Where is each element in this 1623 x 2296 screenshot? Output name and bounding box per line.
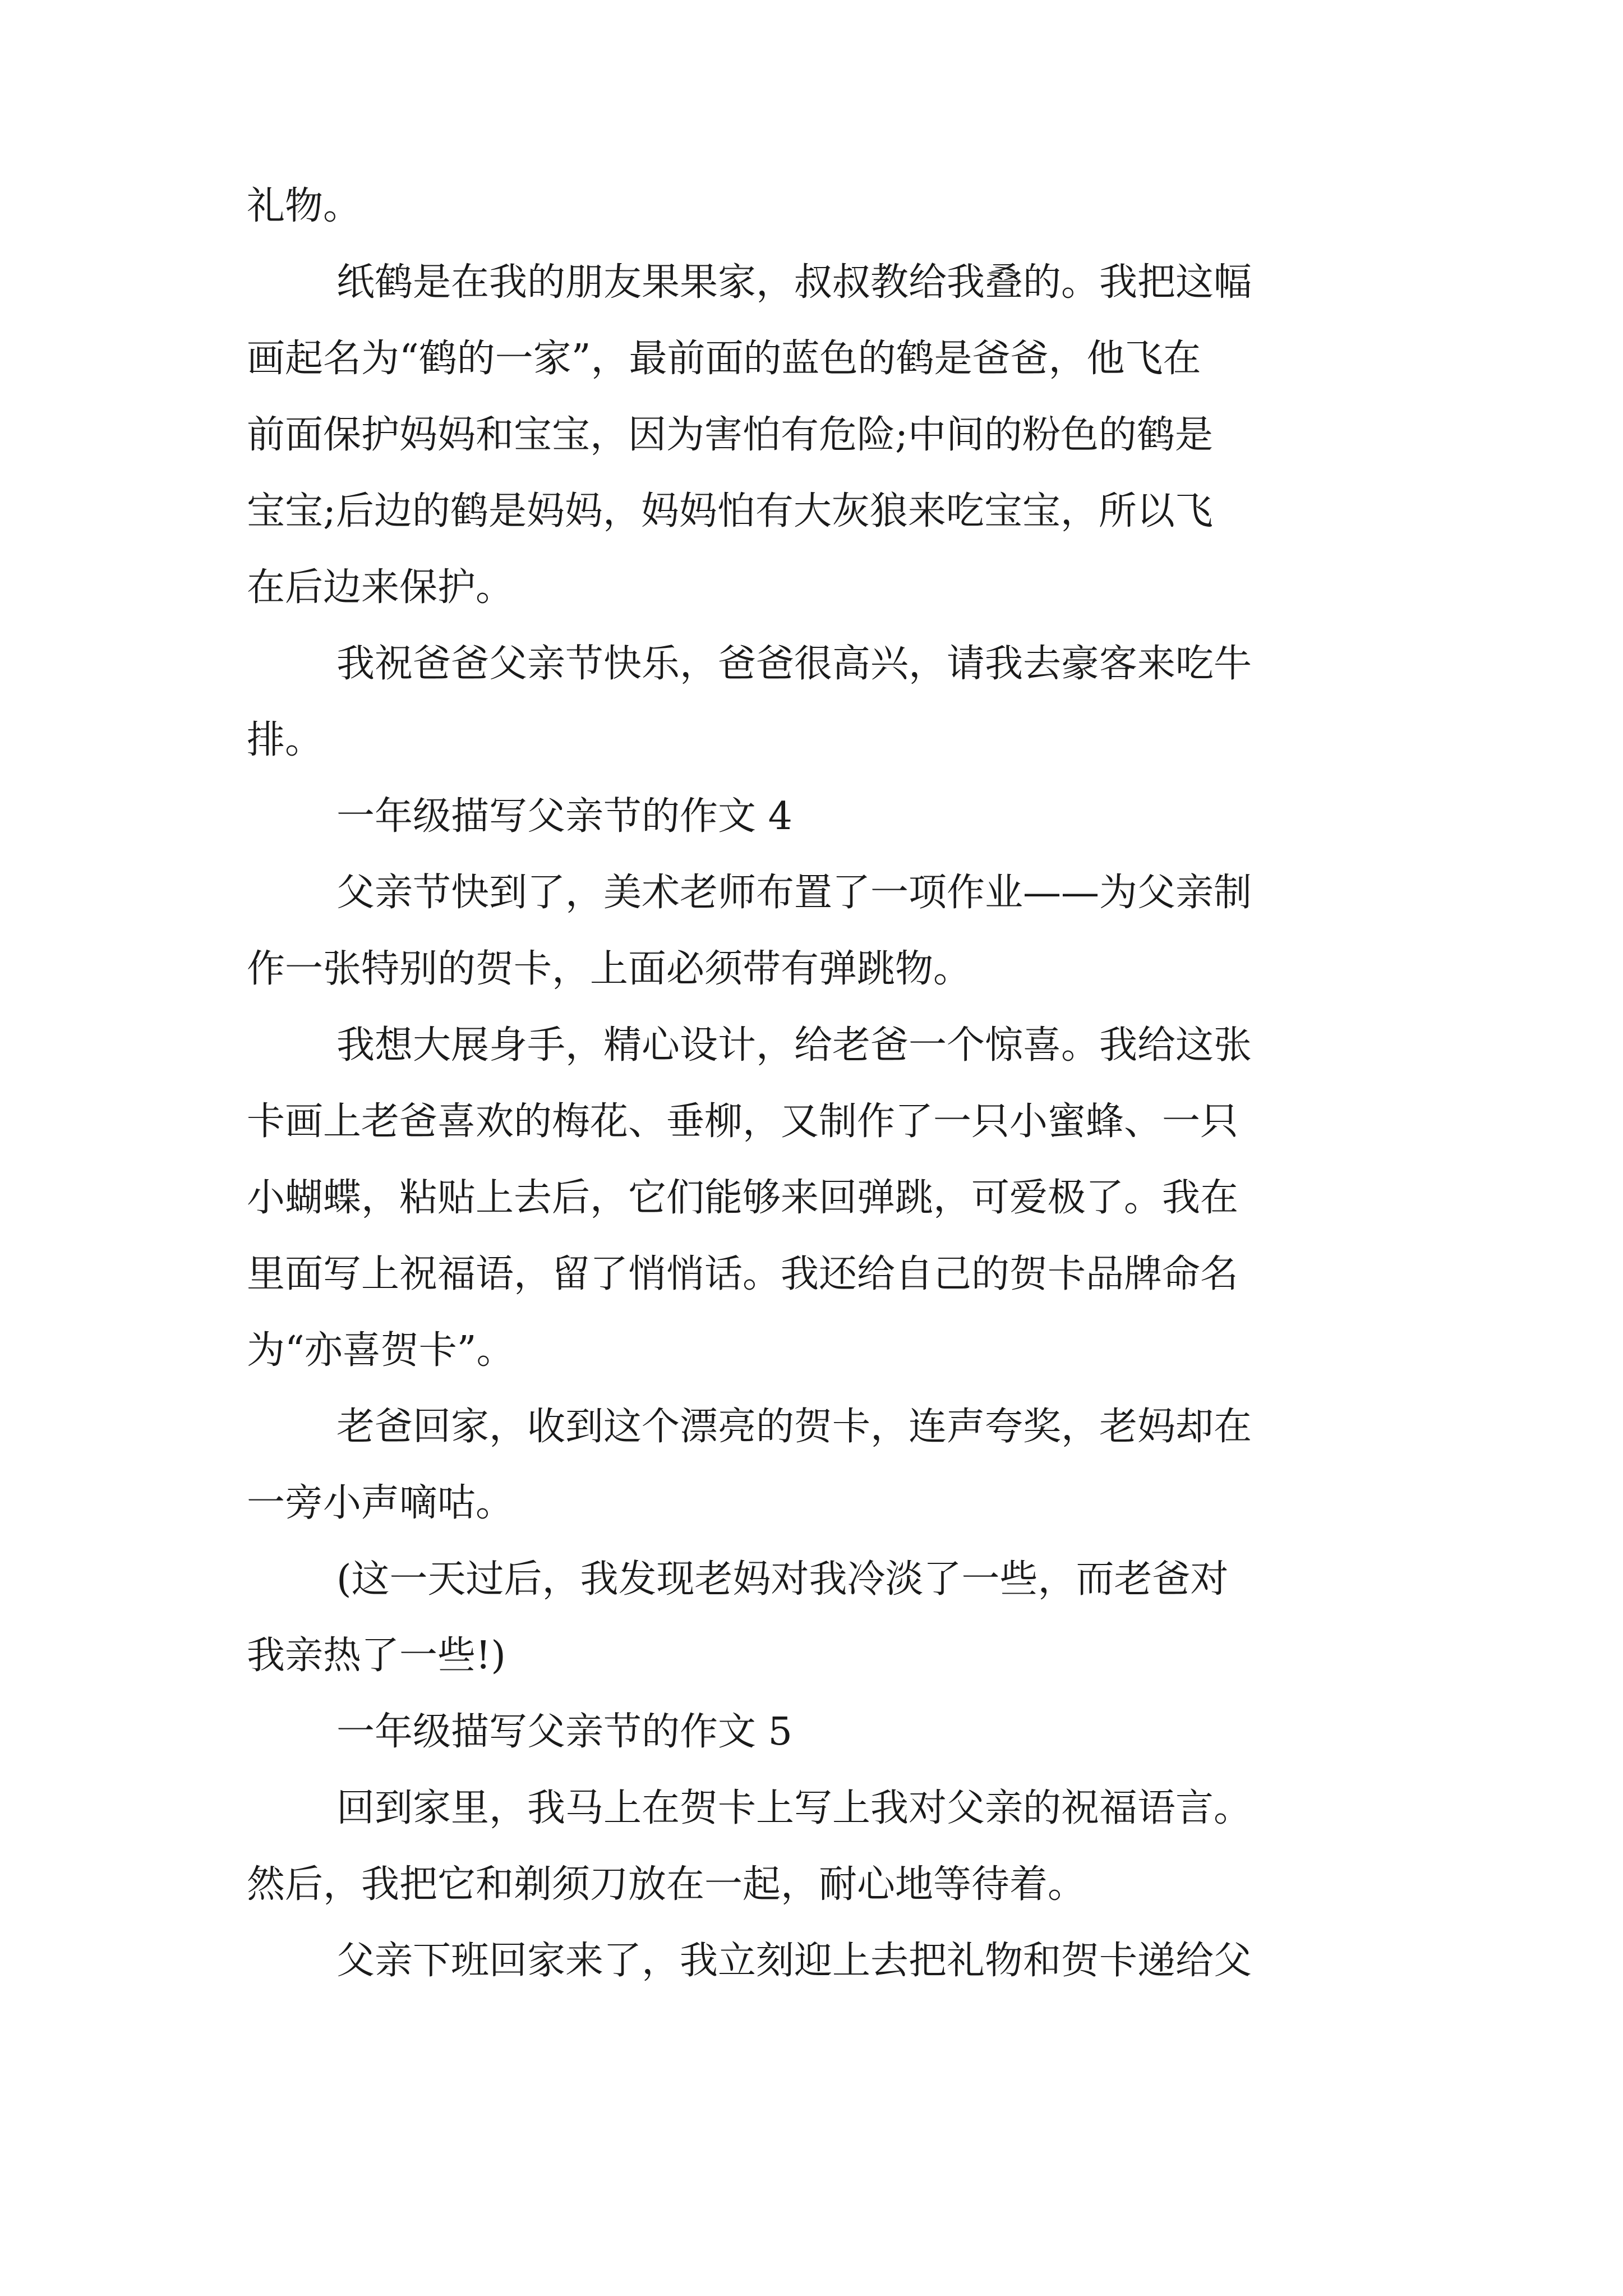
section-heading: 一年级描写父亲节的作文 4 <box>336 794 792 839</box>
text-line: (这一天过后，我发现老妈对我冷淡了一些，而老爸对 <box>336 1557 1229 1602</box>
text-line: 老爸回家，收到这个漂亮的贺卡，连声夸奖，老妈却在 <box>336 1405 1252 1449</box>
text-line: 一旁小声嘀咕。 <box>247 1481 514 1525</box>
text-line: 父亲下班回家来了，我立刻迎上去把礼物和贺卡递给父 <box>336 1939 1252 1983</box>
text-line: 我亲热了一些!) <box>247 1634 506 1678</box>
text-line: 回到家里，我马上在贺卡上写上我对父亲的祝福语言。 <box>336 1786 1252 1830</box>
text-line: 我祝爸爸父亲节快乐，爸爸很高兴，请我去豪客来吃牛 <box>336 642 1252 686</box>
text-line: 小蝴蝶，粘贴上去后，它们能够来回弹跳，可爱极了。我在 <box>247 1176 1239 1220</box>
text-line: 卡画上老爸喜欢的梅花、垂柳，又制作了一只小蜜蜂、一只 <box>247 1099 1239 1144</box>
text-line: 父亲节快到了，美术老师布置了一项作业——为父亲制 <box>336 871 1252 915</box>
text-line: 排。 <box>247 718 324 762</box>
text-line: 前面保护妈妈和宝宝，因为害怕有危险;中间的粉色的鹤是 <box>247 413 1213 457</box>
text-line: 宝宝;后边的鹤是妈妈，妈妈怕有大灰狼来吃宝宝，所以飞 <box>247 489 1213 533</box>
text-line: 里面写上祝福语，留了悄悄话。我还给自己的贺卡品牌命名 <box>247 1252 1239 1296</box>
text-line: 在后边来保护。 <box>247 565 514 610</box>
text-line: 纸鹤是在我的朋友果果家，叔叔教给我叠的。我把这幅 <box>336 260 1252 305</box>
text-line: 然后，我把它和剃须刀放在一起，耐心地等待着。 <box>247 1862 1086 1907</box>
text-line: 画起名为“鹤的一家”，最前面的蓝色的鹤是爸爸，他飞在 <box>247 337 1201 381</box>
text-line: 为“亦喜贺卡”。 <box>247 1328 515 1373</box>
text-line: 我想大展身手，精心设计，给老爸一个惊喜。我给这张 <box>336 1023 1252 1068</box>
section-heading: 一年级描写父亲节的作文 5 <box>336 1710 792 1754</box>
text-line: 作一张特别的贺卡，上面必须带有弹跳物。 <box>247 947 972 991</box>
text-line: 礼物。 <box>247 184 362 228</box>
